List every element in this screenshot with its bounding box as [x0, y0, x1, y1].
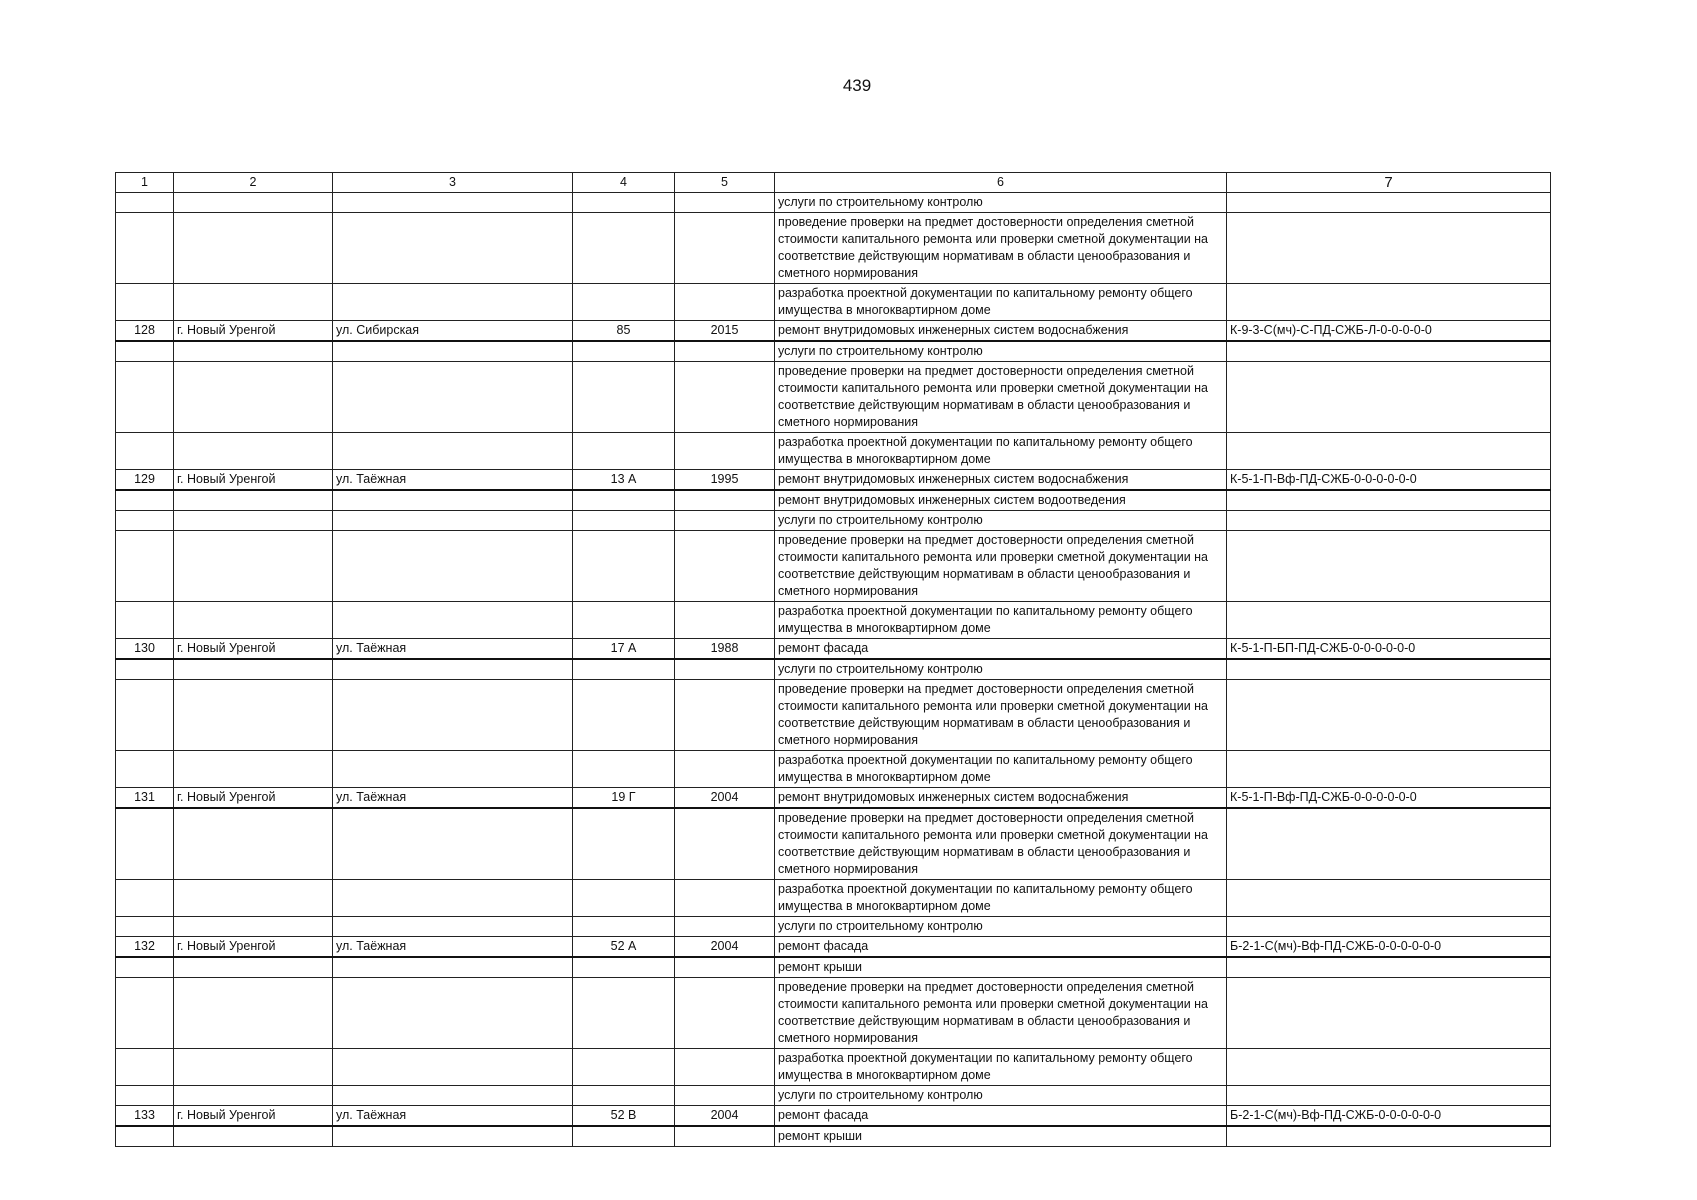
- column-header: 4: [573, 173, 675, 193]
- column-header: 1: [116, 173, 174, 193]
- house-number-cell: [573, 490, 675, 511]
- house-number-cell: [573, 1049, 675, 1086]
- work-type-cell: проведение проверки на предмет достоверности определения сметной стоимости капитального ремонта или проверки сметной документации на соответствие действующим нормативам в области ценообразования и сметного нормирования: [775, 680, 1227, 751]
- table-row: [116, 511, 1551, 531]
- house-number-cell: [573, 341, 675, 362]
- street-cell: [333, 1086, 573, 1106]
- street-cell: [333, 1126, 573, 1147]
- row-number: 130: [116, 639, 174, 660]
- city-cell: г. Новый Уренгой: [174, 321, 333, 342]
- work-type-cell: разработка проектной документации по капитальному ремонту общего имущества в многоквартирном доме: [775, 602, 1227, 639]
- city-cell: [174, 808, 333, 880]
- row-number: [116, 1126, 174, 1147]
- house-number-cell: 85: [573, 321, 675, 342]
- city-cell: [174, 978, 333, 1049]
- table-row: [116, 1126, 1551, 1147]
- building-code-cell: К-5-1-П-Вф-ПД-СЖБ-0-0-0-0-0-0: [1227, 470, 1551, 491]
- house-number-cell: [573, 880, 675, 917]
- building-code-cell: [1227, 193, 1551, 213]
- street-cell: [333, 490, 573, 511]
- street-cell: ул. Таёжная: [333, 470, 573, 491]
- year-cell: [675, 602, 775, 639]
- year-cell: [675, 917, 775, 937]
- table-row: [116, 321, 1551, 342]
- building-code-cell: [1227, 511, 1551, 531]
- street-cell: [333, 511, 573, 531]
- year-cell: [675, 659, 775, 680]
- city-cell: [174, 213, 333, 284]
- year-cell: [675, 193, 775, 213]
- year-cell: [675, 531, 775, 602]
- building-code-cell: [1227, 341, 1551, 362]
- work-type-cell: разработка проектной документации по капитальному ремонту общего имущества в многоквартирном доме: [775, 1049, 1227, 1086]
- page-number: 439: [842, 76, 872, 95]
- city-cell: г. Новый Уренгой: [174, 639, 333, 660]
- column-header: 5: [675, 173, 775, 193]
- work-type-cell: услуги по строительному контролю: [775, 917, 1227, 937]
- house-number-cell: [573, 978, 675, 1049]
- work-type-cell: ремонт фасада: [775, 639, 1227, 660]
- city-cell: [174, 751, 333, 788]
- table-row: [116, 639, 1551, 660]
- house-number-cell: 52 В: [573, 1106, 675, 1127]
- house-number-cell: 19 Г: [573, 788, 675, 809]
- row-number: 132: [116, 937, 174, 958]
- year-cell: 2004: [675, 788, 775, 809]
- table-row: [116, 751, 1551, 788]
- city-cell: г. Новый Уренгой: [174, 937, 333, 958]
- year-cell: [675, 284, 775, 321]
- row-number: 133: [116, 1106, 174, 1127]
- building-code-cell: [1227, 1049, 1551, 1086]
- year-cell: [675, 1049, 775, 1086]
- table-row: [116, 659, 1551, 680]
- row-number: [116, 213, 174, 284]
- house-number-cell: [573, 1086, 675, 1106]
- city-cell: [174, 341, 333, 362]
- building-code-cell: [1227, 1086, 1551, 1106]
- row-number: [116, 284, 174, 321]
- city-cell: г. Новый Уренгой: [174, 470, 333, 491]
- work-type-cell: услуги по строительному контролю: [775, 511, 1227, 531]
- row-number: 129: [116, 470, 174, 491]
- building-code-cell: [1227, 1126, 1551, 1147]
- row-number: [116, 490, 174, 511]
- city-cell: [174, 511, 333, 531]
- building-code-cell: К-5-1-П-БП-ПД-СЖБ-0-0-0-0-0-0: [1227, 639, 1551, 660]
- table-row: [116, 490, 1551, 511]
- year-cell: [675, 362, 775, 433]
- street-cell: [333, 193, 573, 213]
- street-cell: [333, 362, 573, 433]
- city-cell: [174, 957, 333, 978]
- year-cell: [675, 880, 775, 917]
- street-cell: [333, 213, 573, 284]
- street-cell: ул. Таёжная: [333, 937, 573, 958]
- work-type-cell: ремонт крыши: [775, 957, 1227, 978]
- city-cell: [174, 659, 333, 680]
- house-number-cell: [573, 213, 675, 284]
- row-number: [116, 1086, 174, 1106]
- city-cell: [174, 284, 333, 321]
- table-row: [116, 362, 1551, 433]
- house-number-cell: [573, 917, 675, 937]
- building-code-cell: [1227, 284, 1551, 321]
- table-row: [116, 284, 1551, 321]
- house-number-cell: [573, 362, 675, 433]
- building-code-cell: [1227, 490, 1551, 511]
- city-cell: [174, 602, 333, 639]
- street-cell: [333, 880, 573, 917]
- street-cell: [333, 957, 573, 978]
- table-row: [116, 213, 1551, 284]
- work-type-cell: услуги по строительному контролю: [775, 193, 1227, 213]
- column-header: 2: [174, 173, 333, 193]
- work-type-cell: ремонт внутридомовых инженерных систем водоотведения: [775, 490, 1227, 511]
- city-cell: г. Новый Уренгой: [174, 788, 333, 809]
- building-code-cell: [1227, 808, 1551, 880]
- year-cell: [675, 680, 775, 751]
- street-cell: ул. Сибирская: [333, 321, 573, 342]
- work-type-cell: ремонт фасада: [775, 937, 1227, 958]
- year-cell: 1995: [675, 470, 775, 491]
- year-cell: [675, 1126, 775, 1147]
- table-row: [116, 880, 1551, 917]
- street-cell: [333, 602, 573, 639]
- work-type-cell: проведение проверки на предмет достоверности определения сметной стоимости капитального ремонта или проверки сметной документации на соответствие действующим нормативам в области ценообразования и сметного нормирования: [775, 213, 1227, 284]
- table-row: [116, 531, 1551, 602]
- table-row: [116, 1106, 1551, 1127]
- column-header: 7: [1227, 173, 1551, 193]
- row-number: 131: [116, 788, 174, 809]
- street-cell: [333, 1049, 573, 1086]
- year-cell: 2004: [675, 937, 775, 958]
- table-row: [116, 957, 1551, 978]
- table-row: [116, 1086, 1551, 1106]
- work-type-cell: ремонт крыши: [775, 1126, 1227, 1147]
- table-row: [116, 193, 1551, 213]
- table-header-row: [116, 173, 1551, 193]
- city-cell: [174, 1049, 333, 1086]
- row-number: [116, 808, 174, 880]
- street-cell: [333, 531, 573, 602]
- year-cell: 1988: [675, 639, 775, 660]
- work-type-cell: проведение проверки на предмет достоверности определения сметной стоимости капитального ремонта или проверки сметной документации на соответствие действующим нормативам в области ценообразования и сметного нормирования: [775, 531, 1227, 602]
- row-number: [116, 433, 174, 470]
- table-row: [116, 978, 1551, 1049]
- house-number-cell: [573, 680, 675, 751]
- work-type-cell: ремонт внутридомовых инженерных систем водоснабжения: [775, 788, 1227, 809]
- year-cell: [675, 978, 775, 1049]
- house-number-cell: [573, 751, 675, 788]
- row-number: [116, 680, 174, 751]
- year-cell: [675, 490, 775, 511]
- year-cell: 2015: [675, 321, 775, 342]
- table-row: [116, 433, 1551, 470]
- row-number: [116, 751, 174, 788]
- table-row: [116, 341, 1551, 362]
- table-row: [116, 937, 1551, 958]
- year-cell: [675, 511, 775, 531]
- work-type-cell: разработка проектной документации по капитальному ремонту общего имущества в многоквартирном доме: [775, 880, 1227, 917]
- street-cell: [333, 680, 573, 751]
- year-cell: [675, 957, 775, 978]
- street-cell: [333, 978, 573, 1049]
- building-code-cell: [1227, 957, 1551, 978]
- work-type-cell: услуги по строительному контролю: [775, 341, 1227, 362]
- street-cell: [333, 433, 573, 470]
- street-cell: [333, 284, 573, 321]
- city-cell: [174, 193, 333, 213]
- building-code-cell: [1227, 362, 1551, 433]
- city-cell: [174, 1086, 333, 1106]
- city-cell: [174, 880, 333, 917]
- table-row: [116, 788, 1551, 809]
- street-cell: ул. Таёжная: [333, 1106, 573, 1127]
- house-number-cell: [573, 957, 675, 978]
- building-code-cell: [1227, 751, 1551, 788]
- building-code-cell: [1227, 680, 1551, 751]
- work-type-cell: проведение проверки на предмет достоверности определения сметной стоимости капитального ремонта или проверки сметной документации на соответствие действующим нормативам в области ценообразования и сметного нормирования: [775, 808, 1227, 880]
- city-cell: [174, 531, 333, 602]
- table-row: [116, 602, 1551, 639]
- street-cell: [333, 808, 573, 880]
- table-row: [116, 680, 1551, 751]
- table-row: [116, 1049, 1551, 1086]
- building-code-cell: [1227, 917, 1551, 937]
- building-code-cell: К-9-3-С(мч)-С-ПД-СЖБ-Л-0-0-0-0-0: [1227, 321, 1551, 342]
- row-number: [116, 659, 174, 680]
- row-number: [116, 531, 174, 602]
- house-number-cell: [573, 808, 675, 880]
- year-cell: [675, 341, 775, 362]
- street-cell: [333, 751, 573, 788]
- work-type-cell: разработка проектной документации по капитальному ремонту общего имущества в многоквартирном доме: [775, 284, 1227, 321]
- work-type-cell: разработка проектной документации по капитальному ремонту общего имущества в многоквартирном доме: [775, 433, 1227, 470]
- street-cell: ул. Таёжная: [333, 788, 573, 809]
- house-number-cell: [573, 602, 675, 639]
- table-row: [116, 917, 1551, 937]
- city-cell: [174, 1126, 333, 1147]
- row-number: [116, 978, 174, 1049]
- year-cell: [675, 433, 775, 470]
- column-header: 3: [333, 173, 573, 193]
- city-cell: [174, 433, 333, 470]
- work-type-cell: проведение проверки на предмет достоверности определения сметной стоимости капитального ремонта или проверки сметной документации на соответствие действующим нормативам в области ценообразования и сметного нормирования: [775, 978, 1227, 1049]
- building-code-cell: К-5-1-П-Вф-ПД-СЖБ-0-0-0-0-0-0: [1227, 788, 1551, 809]
- city-cell: г. Новый Уренгой: [174, 1106, 333, 1127]
- street-cell: [333, 341, 573, 362]
- building-code-cell: [1227, 880, 1551, 917]
- row-number: [116, 193, 174, 213]
- column-header: 6: [775, 173, 1227, 193]
- building-code-cell: Б-2-1-С(мч)-Вф-ПД-СЖБ-0-0-0-0-0-0: [1227, 1106, 1551, 1127]
- city-cell: [174, 680, 333, 751]
- house-number-cell: [573, 193, 675, 213]
- table-row: [116, 808, 1551, 880]
- row-number: [116, 341, 174, 362]
- building-code-cell: [1227, 602, 1551, 639]
- year-cell: [675, 751, 775, 788]
- building-code-cell: Б-2-1-С(мч)-Вф-ПД-СЖБ-0-0-0-0-0-0: [1227, 937, 1551, 958]
- city-cell: [174, 490, 333, 511]
- work-type-cell: разработка проектной документации по капитальному ремонту общего имущества в многоквартирном доме: [775, 751, 1227, 788]
- year-cell: [675, 213, 775, 284]
- row-number: [116, 957, 174, 978]
- house-number-cell: [573, 433, 675, 470]
- building-code-cell: [1227, 213, 1551, 284]
- street-cell: ул. Таёжная: [333, 639, 573, 660]
- house-number-cell: 17 А: [573, 639, 675, 660]
- building-code-cell: [1227, 978, 1551, 1049]
- building-code-cell: [1227, 531, 1551, 602]
- street-cell: [333, 917, 573, 937]
- year-cell: [675, 808, 775, 880]
- year-cell: [675, 1086, 775, 1106]
- capital-repair-table: [115, 172, 1551, 1147]
- house-number-cell: 52 А: [573, 937, 675, 958]
- row-number: [116, 1049, 174, 1086]
- house-number-cell: [573, 284, 675, 321]
- house-number-cell: [573, 1126, 675, 1147]
- house-number-cell: [573, 659, 675, 680]
- work-type-cell: услуги по строительному контролю: [775, 1086, 1227, 1106]
- building-code-cell: [1227, 433, 1551, 470]
- row-number: [116, 362, 174, 433]
- city-cell: [174, 917, 333, 937]
- row-number: [116, 880, 174, 917]
- work-type-cell: ремонт фасада: [775, 1106, 1227, 1127]
- row-number: [116, 511, 174, 531]
- table-row: [116, 470, 1551, 491]
- street-cell: [333, 659, 573, 680]
- work-type-cell: проведение проверки на предмет достоверности определения сметной стоимости капитального ремонта или проверки сметной документации на соответствие действующим нормативам в области ценообразования и сметного нормирования: [775, 362, 1227, 433]
- city-cell: [174, 362, 333, 433]
- work-type-cell: ремонт внутридомовых инженерных систем водоснабжения: [775, 470, 1227, 491]
- work-type-cell: услуги по строительному контролю: [775, 659, 1227, 680]
- house-number-cell: [573, 511, 675, 531]
- house-number-cell: [573, 531, 675, 602]
- work-type-cell: ремонт внутридомовых инженерных систем водоснабжения: [775, 321, 1227, 342]
- year-cell: 2004: [675, 1106, 775, 1127]
- house-number-cell: 13 А: [573, 470, 675, 491]
- building-code-cell: [1227, 659, 1551, 680]
- row-number: [116, 917, 174, 937]
- row-number: [116, 602, 174, 639]
- row-number: 128: [116, 321, 174, 342]
